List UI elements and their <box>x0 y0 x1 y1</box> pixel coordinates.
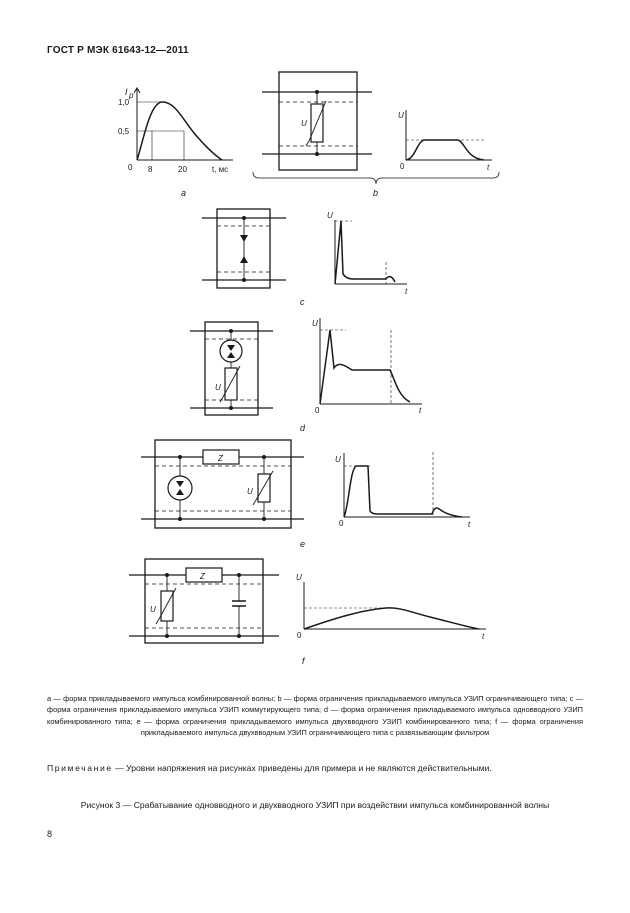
panel-e-node-tl <box>178 455 182 459</box>
panel-d-node-top <box>229 329 233 333</box>
panel-f-node-br <box>237 634 241 638</box>
panel-c-spd-box <box>217 209 270 288</box>
note-text: — Уровни напряжения на рисунках приведены для примера и не являются действительными. <box>112 763 492 773</box>
panel-a-xtick-8: 8 <box>148 165 153 174</box>
panel-c-node-bottom <box>242 278 246 282</box>
panel-f-axis-u: U <box>296 573 302 582</box>
panel-e-chart <box>335 452 471 529</box>
panel-f-node-tl <box>165 573 169 577</box>
panel-a-xlabel: t, мс <box>212 165 229 174</box>
panel-d-varistor <box>225 368 237 400</box>
panel-b-circuit <box>262 72 372 170</box>
panel-e-origin: 0 <box>339 519 344 528</box>
panel-f-axis-t: t <box>482 632 485 641</box>
panel-b-chart <box>398 110 492 172</box>
panel-d-waveform <box>320 330 410 404</box>
panel-a-ytick-mid: 0,5 <box>118 127 130 136</box>
panel-e-axis-u: U <box>335 455 341 464</box>
panel-b-origin: 0 <box>400 162 405 171</box>
panel-f-node-tr <box>237 573 241 577</box>
panel-e-node-br <box>262 517 266 521</box>
panel-b-node-top <box>315 90 319 94</box>
panel-e-node-bl <box>178 517 182 521</box>
panel-e-gas-tube <box>168 476 192 500</box>
panel-c-gap-arrow-up <box>240 256 248 263</box>
panel-f-impedance-label: Z <box>200 572 205 581</box>
panel-a-ytick-high: 1,0 <box>118 98 130 107</box>
panel-d-origin: 0 <box>315 406 320 415</box>
panel-c-circuit <box>202 209 286 288</box>
panel-d-axis-u: U <box>312 319 318 328</box>
panel-b-brace <box>253 172 499 184</box>
panel-f-chart <box>296 573 486 641</box>
panel-b-label: b <box>373 188 379 198</box>
panel-a-ylabel: I <box>125 87 128 97</box>
figure-caption: Рисунок 3 — Срабатывание одновводного и двухвводного УЗИП при воздействии импульса комбинированной волны <box>80 800 550 810</box>
panel-e-waveform <box>344 466 462 517</box>
panel-f-label: f <box>302 656 305 666</box>
panel-d-node-bottom <box>229 406 233 410</box>
panel-d-label: d <box>300 423 306 433</box>
figure-note <box>47 762 587 774</box>
panel-a-ylabel-sub: p <box>129 91 134 100</box>
panel-b-node-bottom <box>315 152 319 156</box>
page-number: 8 <box>47 829 53 839</box>
panel-d-circuit <box>190 322 273 415</box>
panel-b-axis-t: t <box>487 163 490 172</box>
panel-c-axis-u: U <box>327 211 333 220</box>
panel-c-chart <box>327 211 408 296</box>
panel-e-impedance-label: Z <box>218 454 223 463</box>
panel-f-node-bl <box>165 634 169 638</box>
panel-e-axis-t: t <box>468 520 471 529</box>
panel-e-label: e <box>300 539 306 549</box>
panel-c-label: c <box>300 297 305 307</box>
note-label: Примечание <box>47 763 113 773</box>
document-header: ГОСТ Р МЭК 61643-12—2011 <box>47 45 189 56</box>
panel-f-component-label: U <box>150 605 156 614</box>
panel-e-circuit <box>141 440 304 528</box>
panel-c-gap-arrow-down <box>240 235 248 242</box>
panel-a-chart <box>118 87 233 198</box>
panel-d-chart <box>312 318 422 415</box>
panel-a-label: a <box>181 188 187 198</box>
panel-b-axis-u: U <box>398 111 404 120</box>
panel-c-axis-t: t <box>405 287 408 296</box>
panel-f-circuit <box>129 559 279 643</box>
panel-e-varistor <box>258 474 270 502</box>
figure-legend: a — форма прикладываемого импульса комбинированной волны; b — форма ограничения прикладываемого импульса УЗИП ограничивающего типа; c — форма ограничения прикладываемого импульса УЗИП коммутирующего типа; d — форма ограничения прикладываемого импульса одновводного УЗИП комбинированного типа; e — форма ограничения прикладываемого импульса двухвводного УЗИП комбинированного типа; f — форма ограничения прикладываемого импульса двухвводным УЗИП ограничивающего типа с развязывающим фильтром <box>47 694 583 738</box>
panel-b-component-label: U <box>301 119 307 128</box>
panel-c-node-top <box>242 216 246 220</box>
panel-e-node-tr <box>262 455 266 459</box>
panel-a-origin: 0 <box>128 163 133 172</box>
panel-e-component-label: U <box>247 487 253 496</box>
panel-b-waveform <box>406 140 484 160</box>
panel-f-varistor <box>161 591 173 621</box>
panel-f-origin: 0 <box>297 631 302 640</box>
panel-f-waveform <box>304 608 479 629</box>
panel-d-component-label: U <box>215 383 221 392</box>
panel-d-axis-t: t <box>419 406 422 415</box>
panel-a-xtick-20: 20 <box>178 165 187 174</box>
